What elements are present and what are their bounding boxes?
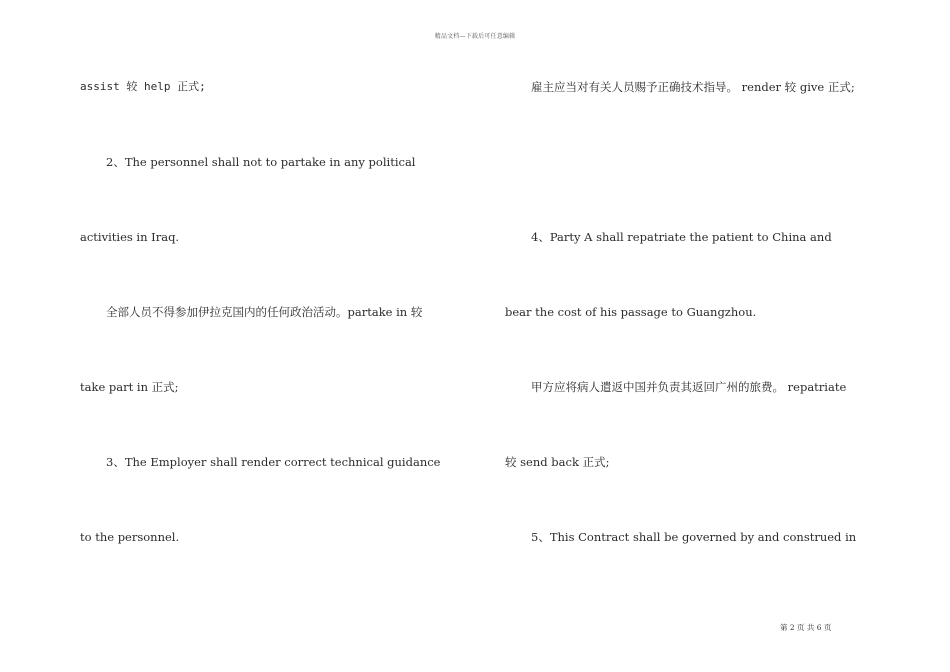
right-line-1: 雇主应当对有关人员赐予正确技术指导。 render 较 give 正式;	[531, 80, 855, 94]
left-line-1: assist 较 help 正式;	[80, 80, 206, 93]
left-line-3: activities in Iraq.	[80, 230, 180, 244]
left-line-2: 2、The personnel shall not to partake in any political	[106, 155, 416, 169]
page-number: 第 2 页 共 6 页	[780, 623, 832, 632]
right-line-6: 5、This Contract shall be governed by and construed in	[531, 530, 857, 544]
right-line-5: 较 send back 正式;	[505, 455, 610, 469]
left-line-4: 全部人员不得参加伊拉克国内的任何政治活动。partake in 较	[106, 305, 423, 319]
page-header: 精品文档—下载后可任意编辑	[434, 33, 516, 40]
left-line-5: take part in 正式;	[80, 380, 179, 394]
left-line-7: to the personnel.	[80, 530, 180, 544]
right-line-3: bear the cost of his passage to Guangzhou.	[505, 305, 757, 319]
left-line-6: 3、The Employer shall render correct technical guidance	[106, 455, 441, 469]
right-line-2: 4、Party A shall repatriate the patient to China and	[531, 230, 832, 244]
right-line-4: 甲方应将病人遣返中国并负责其返回广州的旅费。 repatriate	[531, 380, 847, 394]
